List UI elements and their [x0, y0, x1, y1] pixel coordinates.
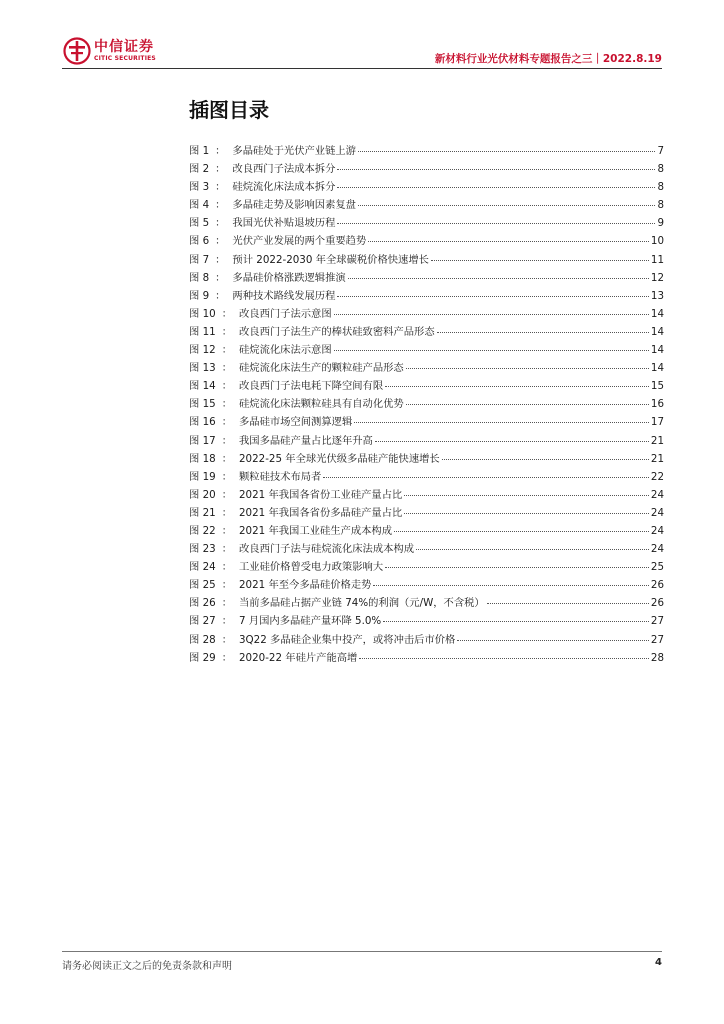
toc-dot-leader [334, 350, 649, 351]
toc-figure-label: 图 19 [189, 470, 216, 483]
toc-page-number: 27 [650, 615, 664, 628]
toc-figure-label: 图 3 [189, 181, 210, 194]
toc-entry[interactable] [189, 486, 664, 504]
footer-divider [62, 951, 662, 952]
toc-separator: ： [221, 362, 232, 375]
toc-separator: ： [221, 434, 232, 447]
toc-page-number: 21 [650, 434, 664, 447]
toc-page-number: 8 [657, 181, 664, 194]
toc-separator: ： [221, 579, 232, 592]
toc-dot-leader [337, 187, 655, 188]
toc-dot-leader [416, 549, 649, 550]
toc-page-number: 27 [650, 633, 664, 646]
toc-figure-title: 我国多晶硅产量占比逐年升高 [238, 434, 373, 447]
toc-separator: ： [221, 651, 232, 664]
toc-dot-leader [437, 332, 649, 333]
toc-page-number: 25 [650, 561, 664, 574]
toc-page-number: 14 [650, 325, 664, 338]
toc-separator: ： [215, 145, 226, 157]
toc-figure-title: 当前多晶硅占据产业链 74%的利润（元/W，不含税） [238, 597, 485, 610]
toc-figure-title: 2021 年我国各省份工业硅产量占比 [238, 488, 403, 501]
toc-page-number: 28 [650, 651, 664, 664]
toc-figure-label: 图 20 [189, 488, 216, 501]
toc-entry[interactable] [189, 214, 664, 232]
toc-dot-leader [334, 314, 649, 315]
toc-separator: ： [221, 416, 232, 429]
toc-entry[interactable] [189, 287, 664, 305]
toc-dot-leader [354, 422, 649, 423]
toc-dot-leader [337, 169, 655, 170]
toc-figure-title: 改良西门子法示意图 [238, 307, 332, 320]
toc-dot-leader [373, 585, 648, 586]
toc-separator: ： [221, 452, 232, 465]
toc-figure-label: 图 13 [189, 362, 216, 375]
toc-dot-leader [404, 495, 649, 496]
toc-page-number: 26 [650, 579, 664, 592]
toc-figure-title: 改良西门子法生产的棒状硅致密料产品形态 [238, 325, 435, 338]
toc-figure-title: 2021 年我国工业硅生产成本构成 [238, 524, 393, 537]
toc-entry[interactable] [189, 649, 664, 667]
toc-figure-label: 图 29 [189, 651, 216, 664]
toc-separator: ： [221, 325, 232, 338]
toc-dot-leader [385, 567, 649, 568]
toc-page-number: 14 [650, 362, 664, 375]
toc-entry[interactable] [189, 359, 664, 377]
toc-figure-title: 多晶硅价格涨跌逻辑推演 [232, 271, 346, 284]
header-divider [62, 68, 662, 69]
toc-figure-title: 改良西门子法电耗下降空间有限 [238, 380, 384, 393]
toc-figure-label: 图 14 [189, 380, 216, 393]
toc-separator: ： [221, 488, 232, 501]
toc-page-number: 16 [650, 398, 664, 411]
toc-dot-leader [337, 223, 655, 224]
toc-separator: ： [215, 289, 226, 302]
toc-entry[interactable] [189, 594, 664, 612]
toc-separator: ： [221, 561, 232, 574]
toc-separator: ： [221, 633, 232, 646]
toc-entry[interactable] [189, 576, 664, 594]
toc-dot-leader [359, 658, 649, 659]
toc-entry[interactable] [189, 522, 664, 540]
figure-index-list [189, 142, 664, 667]
toc-figure-label: 图 16 [189, 416, 216, 429]
toc-separator: ： [221, 524, 232, 537]
toc-separator: ： [221, 597, 232, 610]
toc-entry[interactable] [189, 540, 664, 558]
toc-dot-leader [385, 386, 649, 387]
toc-dot-leader [368, 241, 649, 242]
toc-page-number: 24 [650, 543, 664, 556]
toc-entry[interactable] [189, 269, 664, 287]
toc-page-number: 7 [657, 145, 664, 157]
toc-figure-label: 图 28 [189, 633, 216, 646]
toc-dot-leader [442, 459, 649, 460]
page-title: 插图目录 [189, 98, 269, 122]
toc-figure-title: 2021 年我国各省份多晶硅产量占比 [238, 506, 403, 519]
toc-figure-title: 改良西门子法与硅烷流化床法成本构成 [238, 543, 415, 556]
toc-figure-title: 工业硅价格曾受电力政策影响大 [238, 561, 384, 574]
toc-figure-label: 图 2 [189, 163, 210, 176]
toc-page-number: 8 [657, 199, 664, 212]
toc-figure-label: 图 21 [189, 506, 216, 519]
toc-dot-leader [457, 640, 649, 641]
page-number: 4 [655, 957, 662, 968]
toc-figure-label: 图 23 [189, 543, 216, 556]
toc-dot-leader [375, 441, 649, 442]
toc-figure-label: 图 15 [189, 398, 216, 411]
toc-dot-leader [383, 621, 649, 622]
toc-page-number: 15 [650, 380, 664, 393]
toc-figure-title: 颗粒硅技术布局者 [238, 470, 322, 483]
toc-entry[interactable] [189, 558, 664, 576]
toc-entry[interactable] [189, 432, 664, 450]
toc-separator: ： [215, 181, 226, 194]
toc-separator: ： [215, 217, 226, 230]
toc-figure-title: 2022-25 年全球光伏级多晶硅产能快速增长 [238, 452, 440, 465]
toc-dot-leader [358, 151, 655, 152]
toc-dot-leader [348, 278, 649, 279]
toc-figure-title: 光伏产业发展的两个重要趋势 [232, 235, 367, 248]
toc-figure-title: 7 月国内多晶硅产量环降 5.0% [238, 615, 382, 628]
toc-figure-label: 图 9 [189, 289, 210, 302]
toc-separator: ： [215, 253, 226, 266]
toc-entry[interactable] [189, 305, 664, 323]
toc-figure-label: 图 5 [189, 217, 210, 230]
toc-figure-title: 预计 2022-2030 年全球碳税价格快速增长 [232, 253, 429, 266]
toc-figure-title: 改良西门子法成本拆分 [232, 163, 336, 176]
toc-figure-title: 硅烷流化床法示意图 [238, 344, 332, 357]
toc-page-number: 13 [650, 289, 664, 302]
toc-page-number: 12 [650, 271, 664, 284]
toc-entry[interactable] [189, 504, 664, 522]
toc-page-number: 11 [650, 253, 664, 266]
footer-disclaimer: 请务必阅读正文之后的免责条款和声明 [62, 961, 232, 972]
toc-page-number: 14 [650, 307, 664, 320]
toc-separator: ： [215, 199, 226, 212]
toc-figure-label: 图 4 [189, 199, 210, 212]
toc-page-number: 24 [650, 506, 664, 519]
toc-page-number: 17 [650, 416, 664, 429]
toc-separator: ： [221, 506, 232, 519]
toc-figure-label: 图 8 [189, 271, 210, 284]
toc-figure-label: 图 27 [189, 615, 216, 628]
toc-figure-title: 硅烷流化床法成本拆分 [232, 181, 336, 194]
toc-dot-leader [487, 603, 649, 604]
toc-figure-label: 图 11 [189, 325, 216, 338]
toc-figure-label: 图 17 [189, 434, 216, 447]
toc-figure-label: 图 7 [189, 253, 210, 266]
report-title: 新材料行业光伏材料专题报告之三｜2022.8.19 [434, 53, 662, 65]
toc-page-number: 22 [650, 470, 664, 483]
toc-figure-title: 3Q22 多晶硅企业集中投产，或将冲击后市价格 [238, 633, 456, 646]
toc-entry[interactable] [189, 323, 664, 341]
toc-separator: ： [221, 344, 232, 357]
toc-entry[interactable] [189, 377, 664, 395]
toc-figure-title: 2020-22 年硅片产能高增 [238, 651, 358, 664]
toc-figure-label: 图 24 [189, 561, 216, 574]
toc-separator: ： [215, 271, 226, 284]
toc-page-number: 26 [650, 597, 664, 610]
toc-figure-title: 我国光伏补贴退坡历程 [232, 217, 336, 230]
toc-entry[interactable] [189, 450, 664, 468]
toc-entry[interactable] [189, 413, 664, 431]
toc-separator: ： [221, 470, 232, 483]
toc-entry[interactable] [189, 468, 664, 486]
toc-entry[interactable] [189, 196, 664, 214]
toc-dot-leader [358, 205, 655, 206]
toc-figure-title: 硅烷流化床法生产的颗粒硅产品形态 [238, 362, 404, 375]
toc-entry[interactable] [189, 160, 664, 178]
toc-separator: ： [221, 543, 232, 556]
toc-figure-label: 图 12 [189, 344, 216, 357]
toc-separator: ： [221, 615, 232, 628]
toc-entry[interactable] [189, 251, 664, 269]
toc-dot-leader [404, 513, 649, 514]
toc-figure-title: 多晶硅市场空间测算逻辑 [238, 416, 353, 429]
toc-entry[interactable] [189, 631, 664, 649]
toc-entry[interactable] [189, 142, 664, 160]
toc-dot-leader [323, 477, 649, 478]
toc-dot-leader [406, 404, 649, 405]
toc-figure-title: 硅烷流化床法颗粒硅具有自动化优势 [238, 398, 404, 411]
toc-figure-label: 图 25 [189, 579, 216, 592]
toc-figure-label: 图 22 [189, 524, 216, 537]
toc-figure-label: 图 18 [189, 452, 216, 465]
toc-figure-title: 多晶硅走势及影响因素复盘 [232, 199, 356, 212]
toc-dot-leader [431, 260, 649, 261]
toc-separator: ： [215, 235, 226, 248]
toc-separator: ： [221, 307, 232, 320]
toc-page-number: 24 [650, 488, 664, 501]
citic-logo [63, 37, 156, 65]
toc-figure-label: 图 10 [189, 307, 216, 320]
toc-figure-title: 两种技术路线发展历程 [232, 289, 336, 302]
toc-entry[interactable] [189, 178, 664, 196]
toc-figure-label: 图 26 [189, 597, 216, 610]
toc-dot-leader [337, 296, 649, 297]
toc-separator: ： [221, 398, 232, 411]
toc-dot-leader [394, 531, 649, 532]
toc-page-number: 24 [650, 524, 664, 537]
toc-page-number: 14 [650, 344, 664, 357]
toc-entry[interactable] [189, 612, 664, 630]
toc-page-number: 10 [650, 235, 664, 248]
logo-chinese-name: 中信证券 [94, 39, 154, 55]
toc-page-number: 9 [657, 217, 664, 230]
toc-entry[interactable] [189, 232, 664, 250]
citic-logo-icon [63, 37, 91, 65]
toc-figure-title: 多晶硅处于光伏产业链上游 [232, 145, 356, 157]
toc-entry[interactable] [189, 341, 664, 359]
toc-page-number: 21 [650, 452, 664, 465]
logo-english-name: CITIC SECURITIES [94, 55, 156, 62]
toc-separator: ： [215, 163, 226, 176]
toc-entry[interactable] [189, 395, 664, 413]
toc-figure-label: 图 1 [189, 145, 210, 157]
toc-page-number: 8 [657, 163, 664, 176]
toc-separator: ： [221, 380, 232, 393]
toc-figure-title: 2021 年至今多晶硅价格走势 [238, 579, 372, 592]
toc-figure-label: 图 6 [189, 235, 210, 248]
toc-dot-leader [406, 368, 649, 369]
